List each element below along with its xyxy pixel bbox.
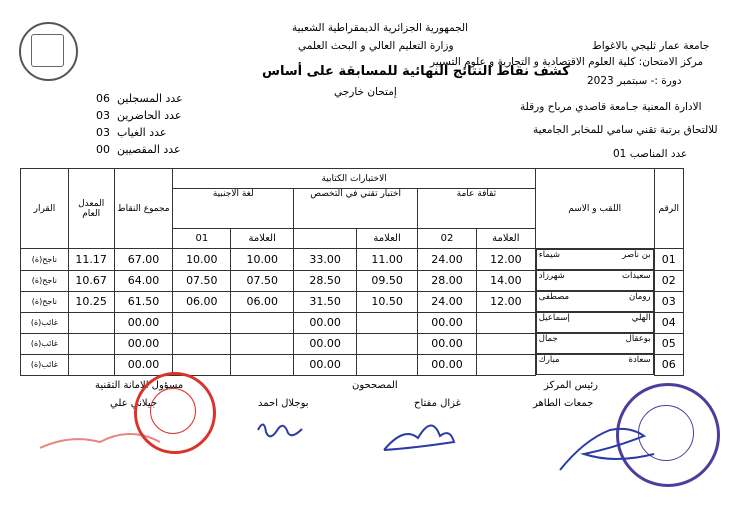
- cell-total: 67.00: [114, 249, 173, 271]
- session: دورة :- سبتمبر 2023: [587, 75, 682, 87]
- ministry-header: وزارة التعليم العالي و البحث العلمي: [298, 40, 454, 52]
- university-name: جامعة عمار ثليجي بالاغواط: [592, 40, 710, 52]
- cell-sp-weighted: 00.00: [294, 354, 357, 375]
- republic-header: الجمهورية الجزائرية الديمقراطية الشعبية: [292, 22, 469, 34]
- cell-sp-weighted: 33.00: [294, 249, 357, 271]
- cell-sp-weighted: 00.00: [294, 333, 357, 354]
- row-firstname: شيماء: [538, 250, 560, 260]
- row-surname: بن ناصر: [622, 250, 651, 260]
- row-surname: سعادة: [628, 355, 651, 365]
- page-subtitle: إمتحان خارجي: [334, 86, 397, 98]
- row-surname: الهلي: [631, 313, 651, 323]
- cell-fl-mark: 06.00: [231, 291, 294, 312]
- row-surname: سعيدات: [621, 271, 651, 281]
- cell-total: 00.00: [114, 333, 173, 354]
- header-coef: 01: [173, 229, 231, 249]
- row-firstname: مبارك: [538, 355, 560, 365]
- cell-sp-mark: 10.50: [357, 291, 418, 312]
- header-general-culture: ثقافة عامة: [418, 189, 536, 229]
- row-firstname: جمال: [538, 334, 558, 344]
- president-title: رئيس المركز: [544, 380, 598, 391]
- cell-gc-mark: 12.00: [476, 249, 535, 271]
- cell-decision: ناجح(ة): [21, 249, 69, 271]
- row-firstname: شهرزاد: [538, 271, 565, 281]
- cell-fl-mark: 07.50: [231, 270, 294, 291]
- stat-present: عدد الحاضرين 03: [96, 109, 182, 122]
- stat-absent: عدد الغياب 03: [96, 126, 167, 139]
- correctors-title: المصححون: [352, 380, 398, 391]
- cell-fl-weighted: 10.00: [173, 249, 231, 271]
- cell-total: 00.00: [114, 312, 173, 333]
- header-decision: القرار: [21, 169, 69, 249]
- header-mark: العلامة: [476, 229, 535, 249]
- cell-decision: غائب(ة): [21, 312, 69, 333]
- cell-average: 11.17: [68, 249, 114, 271]
- signature-corrector2: [258, 424, 302, 436]
- row-number: 01: [654, 249, 683, 271]
- cell-decision: ناجح(ة): [21, 270, 69, 291]
- page-title: كشف نقاط النتائج النهائية للمسابقة على أساس: [262, 64, 570, 79]
- row-number: 04: [654, 312, 683, 333]
- header-name: اللقب و الاسم: [535, 169, 654, 249]
- cell-sp-weighted: 00.00: [294, 312, 357, 333]
- row-number: 06: [654, 354, 683, 375]
- cell-total: 61.50: [114, 291, 173, 312]
- cell-sp-mark: 11.00: [357, 249, 418, 271]
- header-mark: العلامة: [231, 229, 294, 249]
- technical-name: جيلاني علي: [110, 398, 158, 409]
- stat-registered: عدد المسجلين 06: [96, 92, 183, 105]
- corrector-1: غزال مفتاح: [414, 398, 461, 409]
- cell-gc-weighted: 24.00: [418, 291, 477, 312]
- header-foreign-language: لغة الاجنبية: [173, 189, 294, 229]
- cell-total: 00.00: [114, 354, 173, 375]
- header-written-exams: الاختبارات الكتابية: [173, 169, 535, 189]
- cell-fl-weighted: 06.00: [173, 291, 231, 312]
- cell-fl-weighted: 07.50: [173, 270, 231, 291]
- corrector-2: بوجلال احمد: [258, 398, 309, 409]
- cell-average: 10.67: [68, 270, 114, 291]
- cell-gc-weighted: 24.00: [418, 249, 477, 271]
- rank: للالتحاق برتبة تقني سامي للمخابر الجامعية: [533, 124, 718, 136]
- cell-fl-mark: 10.00: [231, 249, 294, 271]
- cell-decision: غائب(ة): [21, 333, 69, 354]
- header-average: المعدل العام: [68, 169, 114, 249]
- row-number: 05: [654, 333, 683, 354]
- cell-total: 64.00: [114, 270, 173, 291]
- cell-gc-weighted: 28.00: [418, 270, 477, 291]
- header-total: مجموع النقاط: [114, 169, 173, 249]
- header-coef: 02: [418, 229, 477, 249]
- cell-gc-weighted: 00.00: [418, 312, 477, 333]
- cell-gc-mark: 12.00: [476, 291, 535, 312]
- cell-gc-weighted: 00.00: [418, 333, 477, 354]
- signature-technical: [40, 434, 160, 448]
- cell-sp-mark: 09.50: [357, 270, 418, 291]
- row-firstname: إسماعيل: [538, 313, 570, 323]
- header-mark: العلامة: [357, 229, 418, 249]
- header-number: الرقم: [654, 169, 683, 249]
- exam-center: مركز الامتحان: كلية العلوم الاقتصادية و التجارية و علوم التسيير: [430, 56, 704, 68]
- row-number: 02: [654, 270, 683, 291]
- technical-title: مسؤول الامانة التقنية: [95, 380, 184, 391]
- stat-excluded: عدد المقصيين 00: [96, 143, 181, 156]
- header-specialty: اختبار تقني في التخصص: [294, 189, 418, 229]
- cell-average: 10.25: [68, 291, 114, 312]
- cell-decision: غائب(ة): [21, 354, 69, 375]
- row-firstname: مصطفى: [538, 292, 570, 302]
- cell-sp-weighted: 31.50: [294, 291, 357, 312]
- president-name: جمعات الطاهر: [533, 398, 594, 409]
- administration: الادارة المعنية جـامعة قاصدي مرباح ورقلة: [520, 101, 702, 113]
- cell-sp-weighted: 28.50: [294, 270, 357, 291]
- signature-corrector1: [384, 425, 454, 450]
- cell-gc-mark: 14.00: [476, 270, 535, 291]
- positions-count: عدد المناصب 01: [613, 148, 688, 160]
- row-surname: بوعقال: [625, 334, 651, 344]
- cell-gc-weighted: 00.00: [418, 354, 477, 375]
- row-surname: رومان: [628, 292, 651, 302]
- row-number: 03: [654, 291, 683, 312]
- signature-president: [560, 429, 654, 470]
- cell-decision: ناجح(ة): [21, 291, 69, 312]
